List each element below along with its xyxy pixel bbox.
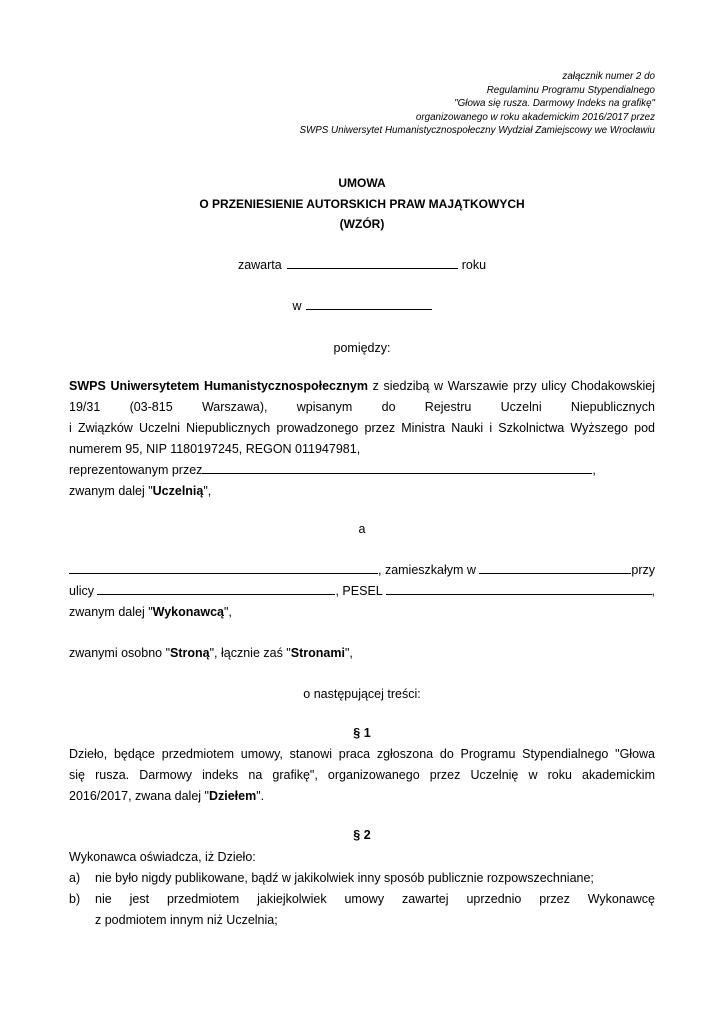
list-item-line: nie było nigdy publikowane, bądź w jakikolwiek inny sposób publicznie rozpowszechniane; — [95, 871, 594, 885]
street-word: przy — [631, 563, 655, 577]
alias-prefix: zwanym dalej " — [69, 484, 153, 498]
place-blank-line — [306, 297, 432, 310]
contractor-alias-line — [69, 602, 655, 623]
street-blank-line — [97, 582, 335, 595]
section-2-heading: § 2 — [353, 828, 371, 842]
annex-note-line: organizowanego w roku akademickim 2016/2017 przez — [415, 111, 655, 123]
university-line: i Związków Uczelni Niepublicznych prowadzonego przez Ministra Nauki i Szkolnictwa Wyższego pod — [69, 421, 655, 435]
list-marker: b) — [69, 892, 81, 906]
title-template-mark: (WZÓR) — [339, 217, 385, 231]
section-2-text — [69, 847, 655, 931]
alias-suffix: ", — [203, 484, 212, 498]
annex-note-line: Regulaminu Programu Stypendialnego — [486, 84, 655, 96]
parties-suffix: ", — [344, 646, 353, 660]
annex-note — [299, 70, 655, 138]
university-alias-line — [69, 481, 655, 502]
pesel-suffix: , — [651, 584, 655, 598]
parties-definition — [69, 643, 655, 664]
annex-note-line: SWPS Uniwersytet Humanistycznospołeczny Wydział Zamiejscowy we Wrocławiu — [299, 125, 655, 136]
list-item-line: z podmiotem innym niż Uczelnia; — [95, 913, 278, 927]
section-2-intro: Wykonawca oświadcza, iż Dzieło: — [69, 850, 256, 864]
university-representative-line — [69, 460, 655, 481]
parties-prefix: zwanymi osobno " — [69, 646, 171, 660]
section-1-last-suffix: ". — [256, 789, 265, 803]
place-prefix: w — [292, 299, 302, 313]
section-1-last-prefix: 2016/2017, zwana dalej " — [69, 789, 209, 803]
conjunction: a — [358, 522, 366, 536]
list-item — [69, 889, 655, 931]
university-line — [69, 376, 655, 397]
list-item-line: nie jest przedmiotem jakiejkolwiek umowy zawartej uprzednio przez Wykonawcę — [95, 892, 655, 906]
date-blank-line — [287, 256, 458, 269]
conclusion-place-row — [0, 296, 724, 317]
university-line: numerem 95, NIP 1180197245, REGON 011947981, — [69, 442, 361, 456]
date-suffix: roku — [461, 258, 487, 272]
contractor-name-row — [69, 560, 655, 581]
represented-by-label: reprezentowanym przez — [69, 463, 203, 477]
pesel-blank-line — [386, 582, 652, 595]
list-item — [69, 868, 655, 889]
section-1-heading: § 1 — [353, 726, 371, 740]
university-address-start: z siedzibą w Warszawie przy ulicy Chodakowskiej — [367, 379, 656, 393]
content-intro: o następującej treści: — [303, 687, 421, 701]
alias-suffix: ", — [223, 605, 232, 619]
street-label: ulicy — [69, 584, 98, 598]
university-line: 19/31 (03-815 Warszawa), wpisanym do Rejestru Uczelni Niepublicznych — [69, 400, 655, 414]
parties-middle: ", łącznie zaś " — [209, 646, 291, 660]
residence-label: , zamieszkałym w — [378, 563, 480, 577]
contractor-party — [69, 560, 655, 623]
represented-suffix: , — [592, 463, 596, 477]
contractor-alias: Wykonawcą — [152, 605, 224, 619]
section-1-line: się rusza. Darmowy indeks na grafikę", organizowanego przez Uczelnię w roku akademickim — [69, 768, 655, 782]
list-marker: a) — [69, 871, 81, 885]
university-name: SWPS Uniwersytetem Humanistycznospołecznym — [69, 379, 368, 393]
title-main: UMOWA — [338, 176, 386, 190]
annex-note-line: załącznik numer 2 do — [562, 71, 655, 82]
contractor-street-row — [69, 581, 655, 602]
representative-blank-line — [202, 461, 592, 474]
between-label: pomiędzy: — [333, 341, 391, 355]
residence-blank-line — [479, 561, 631, 574]
date-prefix: zawarta — [237, 258, 282, 272]
alias-prefix: zwanym dalej " — [69, 605, 153, 619]
party-plural-term: Stronami — [290, 646, 345, 660]
conclusion-date-row — [0, 255, 724, 276]
university-party — [69, 376, 655, 502]
party-singular-term: Stroną — [170, 646, 210, 660]
contractor-name-blank-line — [69, 561, 378, 574]
section-1-line — [69, 786, 655, 807]
title-subject: O PRZENIESIENIE AUTORSKICH PRAW MAJĄTKOWYCH — [199, 196, 525, 211]
annex-note-line: "Głowa się rusza. Darmowy Indeks na grafikę" — [454, 98, 655, 109]
contract-title — [0, 173, 724, 235]
section-1-text — [69, 744, 655, 807]
section-1-line: Dzieło, będące przedmiotem umowy, stanowi praca zgłoszona do Programu Stypendialnego "Głowa — [69, 747, 655, 761]
university-alias: Uczelnią — [152, 484, 204, 498]
pesel-label: , PESEL — [335, 584, 386, 598]
work-defined-term: Dziełem — [208, 789, 257, 803]
